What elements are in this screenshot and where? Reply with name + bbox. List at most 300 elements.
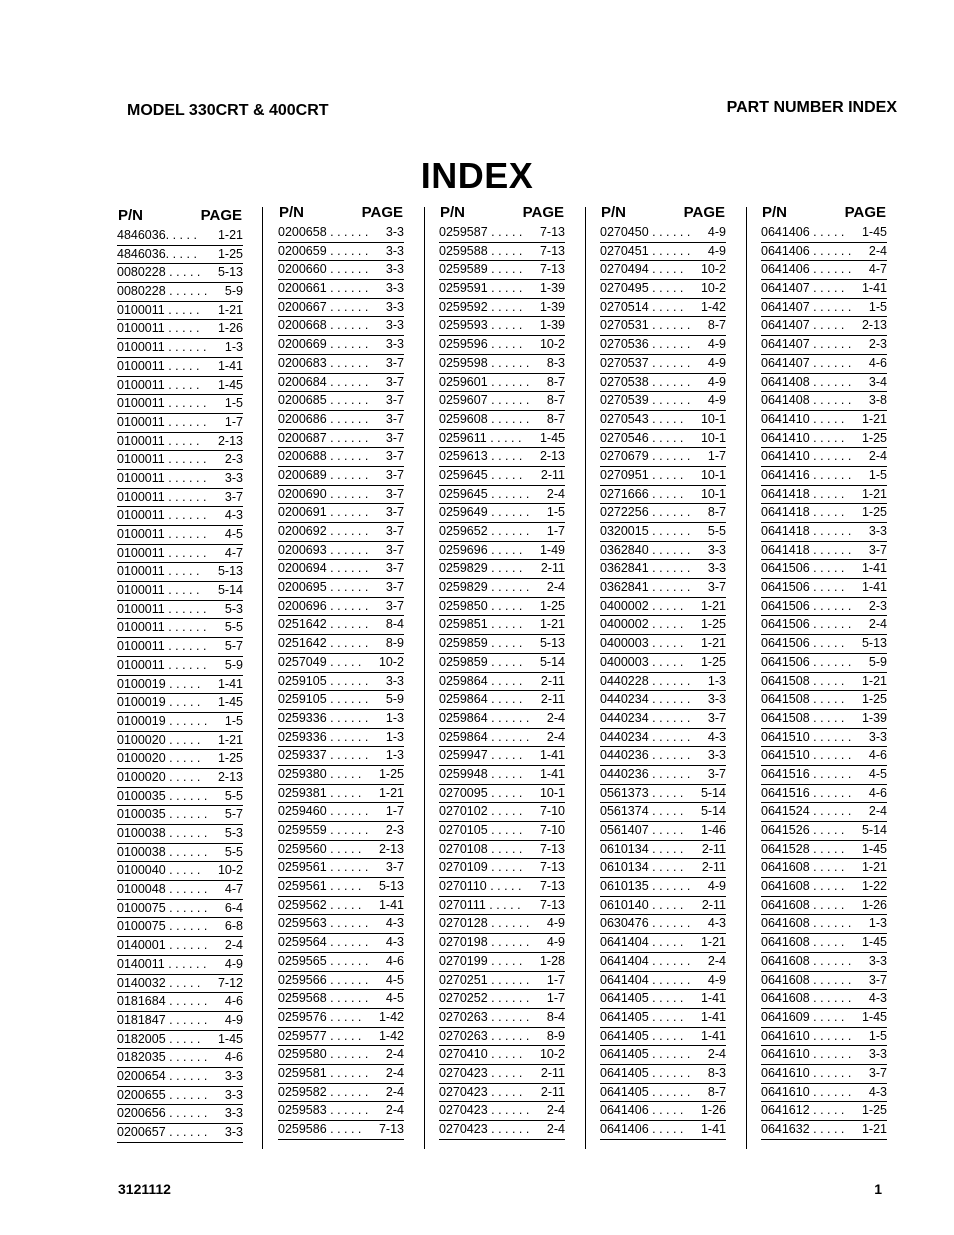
part-number: 0200660 . . . . . . [278, 262, 369, 277]
index-entry [278, 355, 404, 374]
index-entry [600, 915, 726, 934]
part-number: 0270128 . . . . . . [439, 916, 530, 931]
part-number: 0362841 . . . . . . [600, 561, 691, 576]
part-number: 0259850 . . . . . [439, 598, 523, 613]
part-number: 4846036. . . . . [117, 246, 197, 261]
page-ref: 5-13 [378, 879, 404, 894]
index-entry [117, 489, 243, 508]
page-ref: 3-7 [707, 710, 726, 725]
index-entry [439, 411, 565, 430]
index-entry [439, 1065, 565, 1084]
index-entry [761, 729, 887, 748]
part-number: 0100035 . . . . . . [117, 788, 208, 803]
index-entry [117, 1124, 243, 1143]
page-ref: 3-3 [707, 748, 726, 763]
part-number: 0270423 . . . . . . [439, 1122, 530, 1136]
page-title: INDEX [420, 155, 534, 196]
index-entry [761, 280, 887, 299]
page-ref: 3-7 [868, 972, 887, 987]
index-entry [439, 336, 565, 355]
index-entry [117, 414, 243, 433]
page-ref: 1-7 [546, 972, 565, 987]
part-number: 0200655 . . . . . . [117, 1087, 208, 1102]
index-entry [761, 1102, 887, 1121]
index-entry [278, 616, 404, 635]
index-entry [439, 841, 565, 860]
part-number: 0641418 . . . . . . [761, 524, 852, 538]
part-number: 0100038 . . . . . . [117, 844, 208, 859]
index-entry [761, 691, 887, 710]
page-ref: 1-41 [378, 897, 404, 912]
page-ref: 1-39 [861, 710, 887, 725]
page-ref: 3-7 [707, 580, 726, 595]
page-ref: 1-39 [539, 299, 565, 314]
index-entry [600, 953, 726, 972]
part-number: 0100075 . . . . . . [117, 919, 208, 934]
index-entry [761, 243, 887, 262]
page-ref: 3-3 [385, 337, 404, 352]
page-header: PAGE [844, 204, 886, 221]
index-entry [761, 934, 887, 953]
index-entry [761, 486, 887, 505]
part-number: 0641405 . . . . . . [600, 1065, 691, 1080]
index-entry [117, 975, 243, 994]
part-number: 0259568 . . . . . . [278, 991, 369, 1006]
page-ref: 3-3 [707, 692, 726, 707]
index-entry [439, 972, 565, 991]
index-entry [761, 673, 887, 692]
index-entry [278, 280, 404, 299]
part-number: 0610135 . . . . . . [600, 879, 691, 894]
page-ref: 3-7 [707, 766, 726, 781]
index-entry [278, 1102, 404, 1121]
page-ref: 1-41 [700, 991, 726, 1006]
page-ref: 10-1 [539, 785, 565, 800]
page-ref: 1-3 [707, 673, 726, 688]
page-ref: 3-7 [385, 411, 404, 426]
index-entry [278, 430, 404, 449]
part-number: 0200686 . . . . . . [278, 411, 369, 426]
part-number: 0251642 . . . . . . [278, 636, 369, 651]
index-entry [439, 915, 565, 934]
index-entry [600, 1102, 726, 1121]
column-header [278, 204, 404, 222]
page-ref: 5-9 [224, 657, 243, 672]
part-number: 0259583 . . . . . . [278, 1103, 369, 1118]
index-entry [439, 1084, 565, 1103]
page-ref: 3-3 [224, 1068, 243, 1083]
index-column [117, 207, 243, 1143]
part-number: 0257049 . . . . . [278, 654, 362, 669]
page-ref: 10-2 [700, 281, 726, 296]
part-number: 0200656 . . . . . . [117, 1106, 208, 1121]
index-entry [117, 283, 243, 302]
index-entry [600, 1084, 726, 1103]
page-ref: 3-7 [385, 430, 404, 445]
part-number: 0259948 . . . . . [439, 766, 523, 781]
page-header: PAGE [683, 204, 725, 221]
index-entry [761, 560, 887, 579]
index-entry [439, 878, 565, 897]
part-number: 0270514 . . . . . [600, 299, 684, 314]
part-number: 0200668 . . . . . . [278, 318, 369, 333]
part-number: 0641610 . . . . . . [761, 1065, 852, 1080]
part-number: 0440234 . . . . . . [600, 729, 691, 744]
index-entry [278, 710, 404, 729]
page-ref: 1-25 [378, 766, 404, 781]
part-number: 0270679 . . . . . . [600, 449, 691, 464]
index-entry [761, 654, 887, 673]
part-number: 0641528 . . . . . [761, 841, 845, 856]
part-number: 0200658 . . . . . . [278, 225, 369, 239]
index-entry [600, 579, 726, 598]
page-ref: 1-21 [217, 732, 243, 747]
index-entry [117, 806, 243, 825]
part-number: 0641418 . . . . . [761, 505, 845, 520]
page-ref: 1-39 [539, 318, 565, 333]
index-entry [761, 635, 887, 654]
part-number: 0259591 . . . . . [439, 281, 523, 296]
index-entry [439, 598, 565, 617]
part-number: 0259864 . . . . . [439, 673, 523, 688]
part-number: 0100011 . . . . . [117, 433, 200, 448]
page-ref: 5-14 [700, 804, 726, 819]
page-number: 1 [874, 1181, 882, 1197]
page-ref: 4-3 [385, 916, 404, 931]
index-entry [117, 1068, 243, 1087]
part-number: 0561373 . . . . . [600, 785, 684, 800]
index-entry [600, 859, 726, 878]
page-ref: 3-3 [385, 318, 404, 333]
page-ref: 5-9 [224, 284, 243, 299]
part-number: 0259592 . . . . . [439, 299, 523, 314]
page-ref: 4-9 [707, 374, 726, 389]
page-ref: 1-25 [861, 505, 887, 520]
index-entry [600, 878, 726, 897]
part-number: 0200690 . . . . . . [278, 486, 369, 501]
index-entry [439, 785, 565, 804]
index-entry [761, 317, 887, 336]
part-number: 0270102 . . . . . [439, 804, 523, 819]
page-ref: 3-8 [868, 393, 887, 408]
part-number: 0100038 . . . . . . [117, 826, 208, 840]
page-ref: 2-13 [378, 841, 404, 856]
page-ref: 3-7 [385, 449, 404, 464]
page-ref: 3-7 [385, 598, 404, 613]
page-ref: 1-21 [700, 598, 726, 613]
part-number: 0641407 . . . . . . [761, 299, 852, 314]
page-ref: 2-11 [540, 1084, 565, 1099]
part-number: 0272256 . . . . . . [600, 505, 691, 520]
index-entry [278, 261, 404, 280]
page-ref: 4-6 [868, 355, 887, 370]
part-number: 0259561 . . . . . [278, 879, 362, 894]
index-entry [600, 654, 726, 673]
index-entry [761, 598, 887, 617]
page-ref: 1-7 [385, 804, 404, 819]
part-number: 0641408 . . . . . . [761, 393, 852, 408]
page-ref: 1-5 [868, 1028, 887, 1043]
index-entry [600, 1009, 726, 1028]
part-number: 0259563 . . . . . . [278, 916, 369, 931]
part-number: 0270109 . . . . . [439, 860, 523, 875]
index-entry [278, 766, 404, 785]
part-number: 0362840 . . . . . . [600, 542, 691, 557]
part-number: 0440236 . . . . . . [600, 748, 691, 763]
index-entry [761, 972, 887, 991]
page-ref: 3-3 [385, 673, 404, 688]
index-entry [117, 1012, 243, 1031]
page-ref: 10-1 [700, 430, 726, 445]
column-header [117, 207, 243, 225]
part-number: 4846036. . . . . [117, 228, 197, 242]
part-number: 0259577 . . . . . [278, 1028, 362, 1043]
page-ref: 7-13 [539, 879, 565, 894]
part-number: 0400002 . . . . . [600, 598, 684, 613]
index-entry [600, 598, 726, 617]
part-number: 0641524 . . . . . . [761, 804, 852, 819]
page-ref: 1-7 [546, 524, 565, 538]
index-entry [278, 897, 404, 916]
part-number: 0100035 . . . . . . [117, 807, 208, 822]
index-entry [278, 467, 404, 486]
part-number: 0270539 . . . . . . [600, 393, 691, 408]
column-divider [424, 207, 425, 1149]
page-ref: 2-11 [540, 561, 565, 576]
part-number: 0259859 . . . . . [439, 654, 523, 669]
part-number: 0100011 . . . . . [117, 377, 200, 392]
part-number: 0100019 . . . . . . [117, 713, 208, 728]
index-entry [439, 542, 565, 561]
part-number: 0641610 . . . . . . [761, 1028, 852, 1043]
index-entry [439, 1121, 565, 1140]
page-ref: 1-3 [868, 916, 887, 931]
index-entry [278, 878, 404, 897]
page-ref: 1-26 [700, 1103, 726, 1118]
page-ref: 1-45 [861, 1009, 887, 1024]
pn-header: P/N [601, 204, 627, 221]
page-ref: 1-25 [539, 598, 565, 613]
page-ref: 4-3 [707, 916, 726, 931]
page-ref: 2-11 [701, 897, 726, 912]
page-ref: 4-9 [546, 935, 565, 950]
part-number: 0100019 . . . . . [117, 676, 201, 691]
page-ref: 1-25 [700, 617, 726, 632]
page-ref: 1-45 [861, 225, 887, 239]
part-number: 0259611 . . . . . [439, 430, 522, 445]
part-number: 0100011 . . . . . . [117, 545, 207, 560]
pn-header: P/N [762, 204, 788, 221]
index-entry [117, 788, 243, 807]
part-number: 0259645 . . . . . [439, 467, 523, 482]
part-number: 0641510 . . . . . . [761, 729, 852, 744]
part-number: 0259581 . . . . . . [278, 1065, 369, 1080]
index-entry [278, 747, 404, 766]
part-number: 0181847 . . . . . . [117, 1012, 208, 1027]
part-number: 0200687 . . . . . . [278, 430, 369, 445]
index-entry [600, 411, 726, 430]
part-number: 0270095 . . . . . [439, 785, 523, 800]
index-column [761, 204, 887, 1140]
index-entry [600, 822, 726, 841]
index-entry [600, 691, 726, 710]
index-entry [278, 1121, 404, 1140]
part-number: 0200667 . . . . . . [278, 299, 369, 314]
part-number: 0400003 . . . . . [600, 636, 684, 651]
page-ref: 1-41 [217, 358, 243, 373]
page-ref: 1-21 [861, 1122, 887, 1136]
page-ref: 1-7 [707, 449, 726, 464]
index-entry [278, 654, 404, 673]
part-number: 0641608 . . . . . [761, 897, 845, 912]
page-ref: 2-4 [385, 1065, 404, 1080]
page-ref: 2-4 [546, 486, 565, 501]
index-entry [600, 616, 726, 635]
index-entry [278, 560, 404, 579]
page-ref: 5-7 [224, 807, 243, 822]
page-ref: 3-3 [385, 262, 404, 277]
page-ref: 1-45 [861, 841, 887, 856]
page-ref: 4-9 [224, 1012, 243, 1027]
part-number: 0100020 . . . . . [117, 732, 201, 747]
part-number: 0100040 . . . . . [117, 863, 201, 878]
page-ref: 1-26 [217, 321, 243, 336]
index-entry [278, 448, 404, 467]
index-entry [278, 1084, 404, 1103]
part-number: 0641405 . . . . . [600, 1009, 684, 1024]
page-header: PAGE [361, 204, 403, 221]
page-ref: 3-7 [385, 505, 404, 520]
page-ref: 4-7 [868, 262, 887, 277]
index-entry [439, 280, 565, 299]
part-number: 0259649 . . . . . . [439, 505, 530, 520]
part-number: 0259587 . . . . . [439, 225, 523, 239]
index-entry [600, 841, 726, 860]
page-ref: 1-25 [861, 430, 887, 445]
part-number: 0270198 . . . . . . [439, 935, 530, 950]
page-ref: 2-13 [861, 318, 887, 333]
index-entry [600, 374, 726, 393]
index-entry [761, 897, 887, 916]
index-entry [761, 1046, 887, 1065]
part-number: 0641508 . . . . . [761, 673, 845, 688]
index-entry [439, 355, 565, 374]
page-ref: 7-13 [539, 897, 565, 912]
page-ref: 4-6 [868, 785, 887, 800]
page-header: PAGE [200, 207, 242, 224]
part-number: 0641632 . . . . . [761, 1122, 845, 1136]
page-ref: 1-21 [861, 411, 887, 426]
page-ref: 10-2 [700, 262, 726, 277]
section-header: PART NUMBER INDEX [726, 99, 897, 116]
page-ref: 5-14 [700, 785, 726, 800]
page-ref: 4-7 [224, 545, 243, 560]
page-ref: 1-45 [217, 695, 243, 710]
index-entry [117, 657, 243, 676]
page-ref: 2-4 [546, 729, 565, 744]
part-number: 0641405 . . . . . . [600, 1047, 691, 1062]
page-ref: 1-21 [700, 636, 726, 651]
page-ref: 4-6 [224, 994, 243, 1009]
page-ref: 5-9 [868, 654, 887, 669]
index-entry [439, 616, 565, 635]
index-entry [117, 582, 243, 601]
index-entry [600, 803, 726, 822]
part-number: 0200659 . . . . . . [278, 243, 369, 258]
part-number: 0400003 . . . . . [600, 654, 684, 669]
page-ref: 8-9 [546, 1028, 565, 1043]
page-ref: 1-21 [700, 935, 726, 950]
part-number: 0259864 . . . . . [439, 692, 523, 707]
page-ref: 2-13 [539, 449, 565, 464]
index-entry [117, 302, 243, 321]
part-number: 0641610 . . . . . . [761, 1047, 852, 1062]
page-ref: 8-7 [546, 374, 565, 389]
index-entry [117, 732, 243, 751]
page-ref: 1-45 [217, 377, 243, 392]
part-number: 0100011 . . . . . . [117, 601, 207, 616]
part-number: 0182035 . . . . . . [117, 1050, 208, 1065]
part-number: 0641407 . . . . . . [761, 337, 852, 352]
index-entry [439, 1009, 565, 1028]
part-number: 0440234 . . . . . . [600, 710, 691, 725]
index-entry [600, 1121, 726, 1140]
index-entry [761, 766, 887, 785]
index-entry [600, 523, 726, 542]
page-ref: 4-9 [707, 972, 726, 987]
index-entry [600, 1046, 726, 1065]
index-entry [439, 1102, 565, 1121]
page-ref: 4-9 [707, 243, 726, 258]
page-ref: 2-11 [540, 467, 565, 482]
part-number: 0270423 . . . . . [439, 1084, 523, 1099]
index-entry [761, 1121, 887, 1140]
page-ref: 3-3 [868, 729, 887, 744]
page-ref: 1-5 [868, 299, 887, 314]
index-entry [278, 785, 404, 804]
index-entry [278, 299, 404, 318]
index-entry [278, 972, 404, 991]
page-ref: 1-41 [217, 676, 243, 691]
index-entry [439, 261, 565, 280]
part-number: 0641608 . . . . . . [761, 972, 852, 987]
index-entry [600, 261, 726, 280]
part-number: 0270536 . . . . . . [600, 337, 691, 352]
part-number: 0259608 . . . . . . [439, 411, 530, 426]
index-entry [439, 579, 565, 598]
part-number: 0200688 . . . . . . [278, 449, 369, 464]
index-entry [117, 956, 243, 975]
index-entry [117, 713, 243, 732]
page-ref: 8-4 [546, 1009, 565, 1024]
part-number: 0100011 . . . . . . [117, 508, 207, 523]
part-number: 0641608 . . . . . . [761, 916, 852, 931]
page-ref: 2-3 [868, 598, 887, 613]
page-ref: 1-25 [861, 1103, 887, 1118]
page-ref: 1-5 [224, 713, 243, 728]
part-number: 0259607 . . . . . . [439, 393, 530, 408]
page-ref: 1-28 [539, 953, 565, 968]
page-ref: 3-7 [385, 393, 404, 408]
index-entry [600, 430, 726, 449]
part-number: 0641410 . . . . . [761, 411, 845, 426]
index-entry [117, 900, 243, 919]
index-entry [117, 320, 243, 339]
part-number: 0200693 . . . . . . [278, 542, 369, 557]
page-ref: 1-39 [539, 281, 565, 296]
part-number: 0100011 . . . . . . [117, 452, 207, 467]
page-ref: 1-21 [217, 228, 243, 242]
